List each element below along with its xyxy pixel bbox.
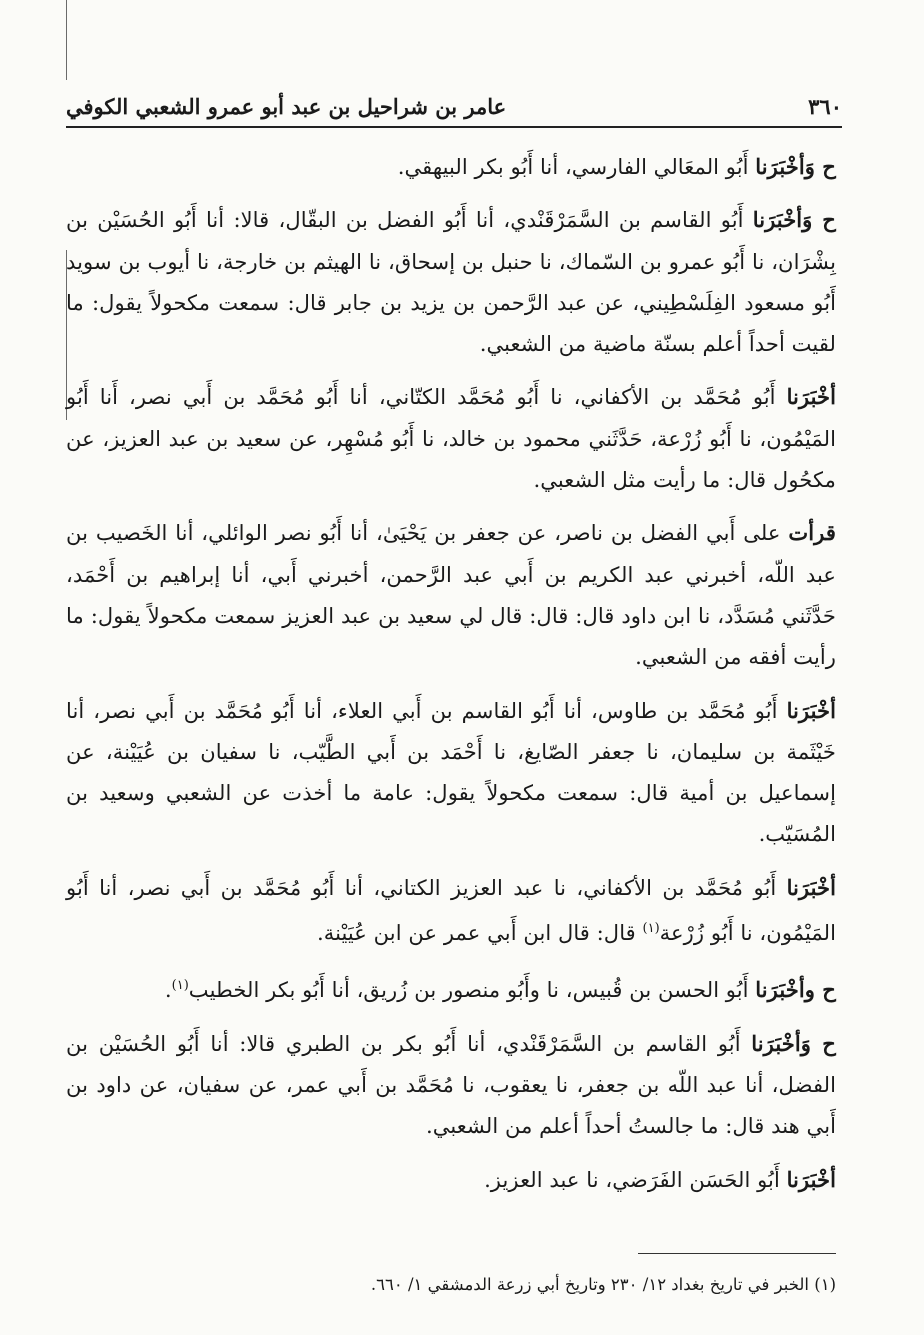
footnote-marker: (١) xyxy=(642,921,660,937)
paragraph-text-after: . xyxy=(164,977,172,1003)
header-rule xyxy=(66,126,842,128)
paragraph-opening: ح وأخْبَرَنا xyxy=(755,977,836,1003)
page-number: ٣٦٠ xyxy=(808,93,842,119)
footnote-marker: (١) xyxy=(171,978,189,994)
body-text xyxy=(66,146,836,1212)
paragraph-text: أَبُو المعَالي الفارسي، أنا أَبُو بكر البيهقي. xyxy=(397,154,756,179)
paragraph-text: أَبُو القاسم بن السَّمَرْقَنْدي، أنا أَبُو الفضل بن البقّال، قالا: أنا أَبُو الحُسَيْن بن بِشْرَان، نا أَبُو عمرو بن السّماك، نا حنبل بن إسحاق، نا الهيثم بن خارجة، نا أيوب بن سويد أَبُو مسعود الفِلَسْطِيني، عن عبد الرَّحمن بن يزيد بن جابر قال: سمعت مكحولاً يقول: ما لقيت أحداً أعلم بسنّة ماضية من الشعبي. xyxy=(66,207,836,357)
paragraph-text-after: قال: قال ابن أَبي عمر عن ابن عُيَيْنة. xyxy=(317,920,643,946)
paragraph xyxy=(66,1023,836,1147)
paragraph xyxy=(66,1159,836,1200)
paragraph xyxy=(66,376,836,500)
paragraph-text: أَبُو القاسم بن السَّمَرْقَنْدي، أنا أَبُو بكر بن الطبري قالا: أنا أَبُو الحُسَيْن بن الفضل، أنا عبد اللّه بن جعفر، نا يعقوب، نا مُحَمَّد بن أَبي عمر، عن سفيان، عن داود بن أَبي هند قال: ما جالستُ أحداً أعلم من الشعبي. xyxy=(66,1030,836,1139)
paragraph-opening: أخْبَرَنا xyxy=(786,697,836,723)
paragraph-opening: ح وَأخْبَرَنا xyxy=(755,154,836,179)
paragraph-opening: قرأت xyxy=(788,520,836,546)
paragraph xyxy=(66,146,836,187)
page-header xyxy=(66,86,842,126)
paragraph xyxy=(66,512,836,677)
paragraph-text: أَبُو مُحَمَّد بن الأكفاني، نا أَبُو مُحَمَّد الكتّاني، أنا أَبُو مُحَمَّد بن أَبي نصر، أَنا أَبُو المَيْمُون، نا أَبُو زُرْعة، حَدَّثَني محمود بن خالد، نا أَبُو مُسْهِر، عن سعيد بن عبد العزيز، عن مكحُول قال: ما رأيت مثل الشعبي. xyxy=(66,384,836,493)
paragraph-opening: أخْبَرَنا xyxy=(786,1166,836,1192)
paragraph-opening: ح وَأخْبَرَنا xyxy=(752,207,836,233)
paragraph-text: أَبُو مُحَمَّد بن الأكفاني، نا عبد العزيز الكتاني، أنا أَبُو مُحَمَّد بن أَبي نصر، أنا أَبُو المَيْمُون، نا أَبُو زُرْعة xyxy=(66,874,836,946)
paragraph-text: أَبُو الحَسَن الفَرَضي، نا عبد العزيز. xyxy=(484,1166,787,1192)
paragraph-text: أَبُو مُحَمَّد بن طاوس، أنا أَبُو القاسم بن أَبي العلاء، أنا أَبُو مُحَمَّد بن أَبي نصر، أنا خَيْثَمة بن سليمان، نا جعفر الصّايغ، نا أَحْمَد بن أَبي الطَّيّب، نا سفيان بن عُيَيْنة، عن إسماعيل بن أمية قال: سمعت مكحولاً يقول: عامة ما أخذت عن الشعبي وسعيد بن المُسَيّب. xyxy=(66,697,836,847)
paragraph-text: على أَبي الفضل بن ناصر، عن جعفر بن يَحْيَىٰ، أنا أَبُو نصر الوائلي، أنا الخَصيب بن عبد اللّه، أخبرني عبد الكريم بن أَبي عبد الرَّحمن، أخبرني أَبي، أنا إبراهيم بن أَحْمَد، حَدَّثَني مُسَدَّد، نا ابن داود قال: قال: قال لي سعيد بن عبد العزيز سمعت مكحولاً يقول: ما رأيت أفقه من الشعبي. xyxy=(66,520,836,670)
paragraph xyxy=(66,867,836,954)
paragraph xyxy=(66,965,836,1010)
paragraph-text: أَبُو الحسن بن قُبيس، نا وأَبُو منصور بن زُريق، أنا أَبُو بكر الخطيب xyxy=(188,977,756,1003)
paragraph-opening: ح وَأخْبَرَنا xyxy=(751,1030,836,1056)
paragraph-opening: أخْبَرَنا xyxy=(786,874,836,900)
running-title: عامر بن شراحيل بن عبد أبو عمرو الشعبي الكوفي xyxy=(66,93,507,119)
footnote-rule xyxy=(638,1253,836,1254)
paragraph xyxy=(66,199,836,364)
footnote: (١) الخبر في تاريخ بغداد ١٢/ ٢٣٠ وتاريخ أبي زرعة الدمشقي ١/ ٦٦٠. xyxy=(370,1275,836,1294)
margin-line-top xyxy=(66,0,67,80)
paragraph xyxy=(66,690,836,855)
paragraph-opening: أخْبَرَنا xyxy=(786,384,836,410)
